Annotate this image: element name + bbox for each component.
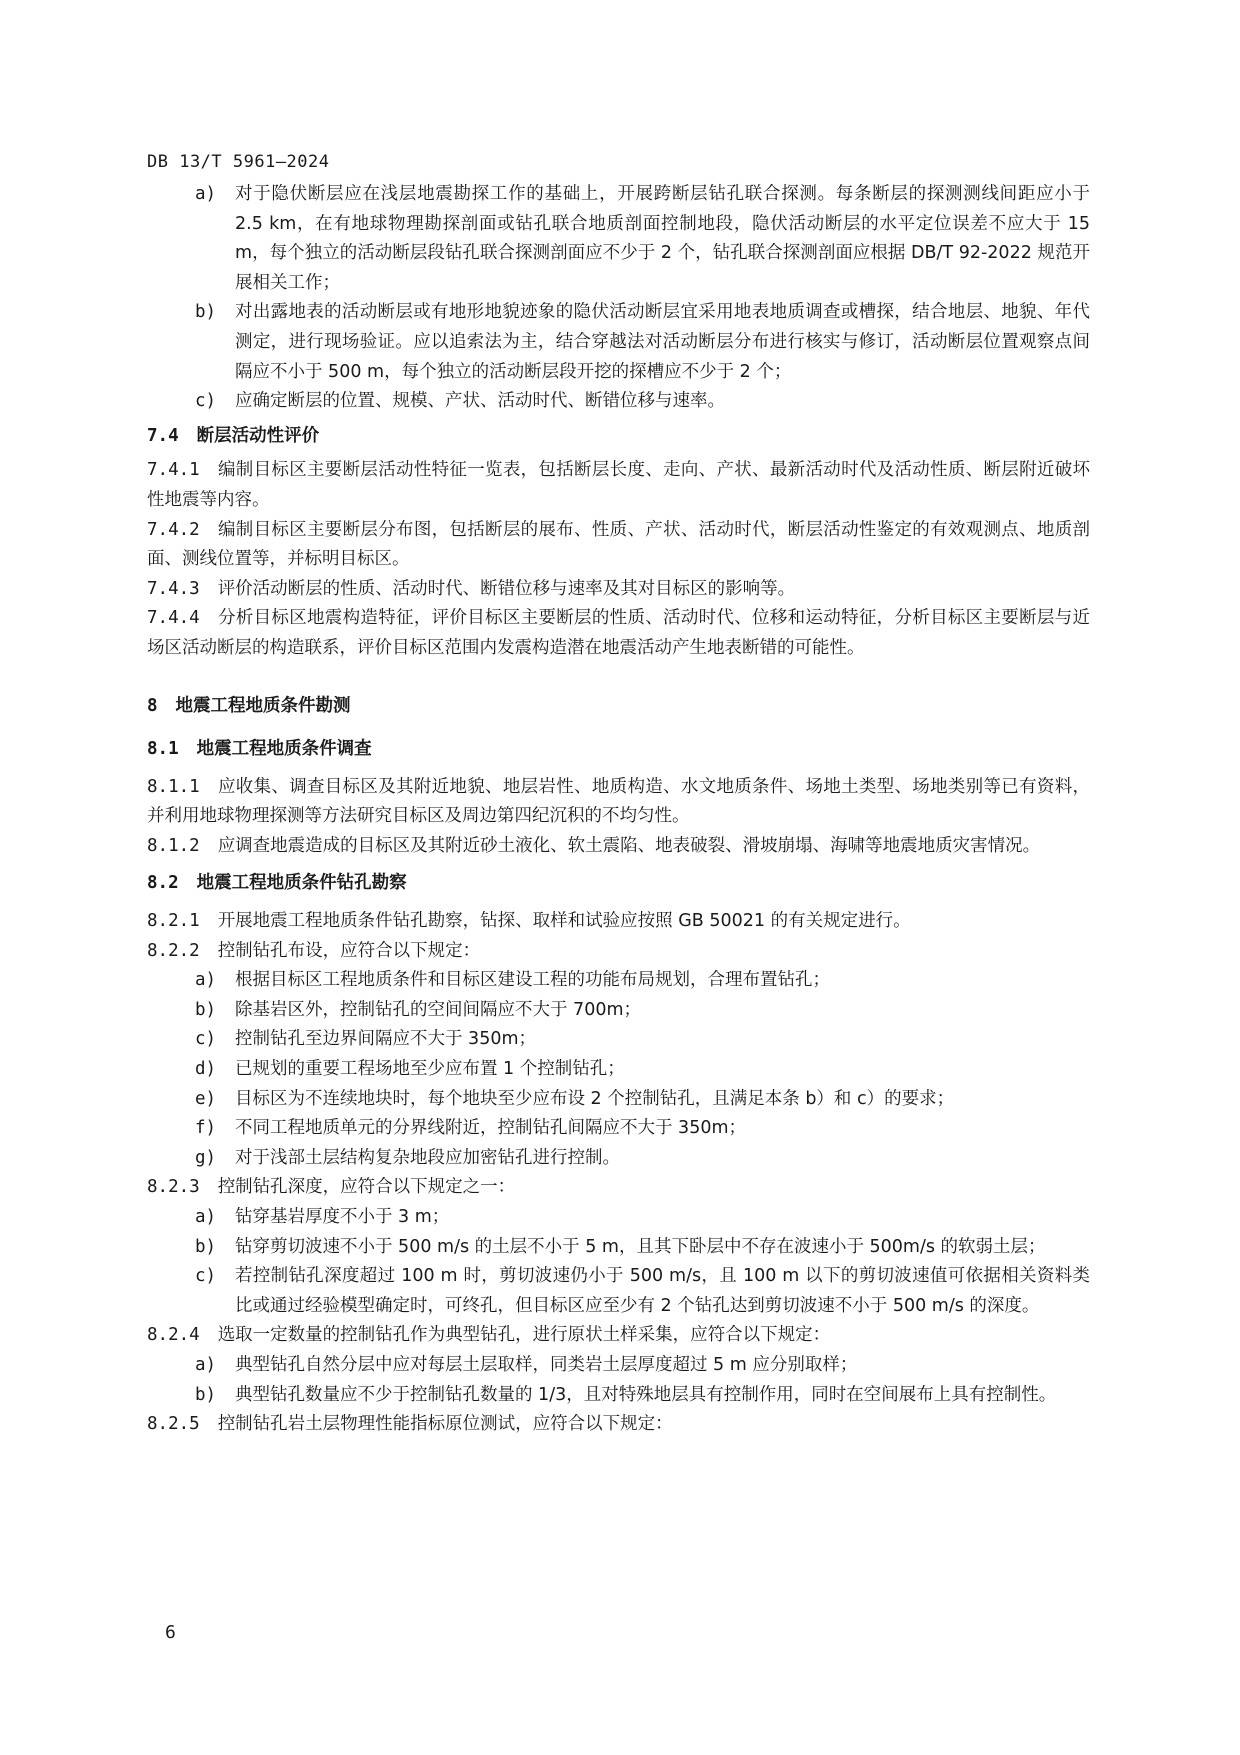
clause-number: 7.4.2: [147, 519, 200, 540]
list-item-text: 钻穿基岩厚度不小于 3 m；: [235, 1207, 450, 1227]
list-item-label: d): [195, 1059, 217, 1080]
clause-8-2-2: [147, 937, 1090, 967]
list-item-label: g): [195, 1147, 217, 1168]
list-item-label: b): [195, 1384, 217, 1405]
clause-text: 应调查地震造成的目标区及其附近砂土液化、软土震陷、地表破裂、滑坡崩塌、海啸等地震地质灾害情况。: [217, 835, 1041, 856]
clause-7-4-3: [147, 575, 1090, 605]
document-id-header: DB 13/T 5961—2024: [147, 152, 330, 172]
clause-text: 编制目标区主要断层分布图，包括断层的展布、性质、产状、活动时代，断层活动性鉴定的有效观测点、地质剖面、测线位置等，并标明目标区。: [147, 519, 1090, 570]
clause-text: 选取一定数量的控制钻孔作为典型钻孔，进行原状土样采集，应符合以下规定：: [217, 1325, 831, 1346]
clause-7-4-4: [147, 604, 1090, 663]
clause-7-4-1: [147, 456, 1090, 515]
list-item-text: 已规划的重要工程场地至少应布置 1 个控制钻孔；: [235, 1059, 625, 1080]
list-item: [147, 1381, 1090, 1411]
list-item-label: a): [195, 970, 217, 991]
list-item-label: c): [195, 1266, 217, 1287]
page-content: [147, 180, 1090, 1440]
page-number: 6: [165, 1622, 176, 1643]
list-item-text: 若控制钻孔深度超过 100 m 时，剪切波速仍小于 500 m/s，且 100 m 以下的剪切波速值可依据相关资料类比或通过经验模型确定时，可终孔，但目标区应至少有 2 个钻孔达到剪切波速不小于 500 m/s 的深度。: [235, 1266, 1090, 1316]
clause-8-1-2: [147, 832, 1090, 862]
clause-8-2-3: [147, 1173, 1090, 1203]
list-item-label: c): [195, 391, 217, 412]
clause-text: 控制钻孔深度，应符合以下规定之一：: [217, 1177, 516, 1198]
section-heading-8-2: [147, 869, 1090, 899]
clause-text: 评价活动断层的性质、活动时代、断错位移与速率及其对目标区的影响等。: [217, 578, 796, 599]
list-item-text: 根据目标区工程地质条件和目标区建设工程的功能布局规划，合理布置钻孔；: [235, 970, 830, 991]
clause-number: 8.2.1: [147, 911, 200, 932]
list-item: [147, 1055, 1090, 1085]
clause-number: 8.2.5: [147, 1414, 200, 1435]
clause-text: 开展地震工程地质条件钻孔勘察，钻探、取样和试验应按照 GB 50021 的有关规定进行。: [217, 911, 911, 932]
clause-7-4-2: [147, 516, 1090, 575]
list-item-label: b): [195, 999, 217, 1020]
section-title: 断层活动性评价: [196, 425, 320, 446]
clause-number: 7.4.3: [147, 578, 200, 599]
chapter-title: 地震工程地质条件勘测: [175, 695, 351, 716]
list-item-label: b): [195, 1236, 217, 1257]
list-item: [147, 180, 1090, 298]
list-item-text: 对出露地表的活动断层或有地形地貌迹象的隐伏活动断层宜采用地表地质调查或槽探，结合地层、地貌、年代测定，进行现场验证。应以追索法为主，结合穿越法对活动断层分布进行核实与修订，活动断层位置观察点间隔应不小于 500 m，每个独立的活动断层段开挖的探槽应不少于 2 个；: [235, 302, 1090, 382]
clause-number: 7.4.1: [147, 460, 200, 481]
list-item-label: a): [195, 1207, 217, 1227]
list-item: [147, 1085, 1090, 1115]
list-item-text: 不同工程地质单元的分界线附近，控制钻孔间隔应不大于 350m；: [235, 1118, 747, 1139]
list-item: [147, 966, 1090, 996]
clause-number: 8.2.2: [147, 940, 200, 961]
clause-8-2-1: [147, 907, 1090, 937]
section-number: 8.2: [147, 873, 179, 894]
clause-8-2-5: [147, 1410, 1090, 1440]
list-item-text: 除基岩区外，控制钻孔的空间间隔应不大于 700m；: [235, 999, 642, 1020]
list-item: [147, 1144, 1090, 1174]
section-number: 7.4: [147, 425, 179, 446]
chapter-heading-8: [147, 692, 1090, 722]
clause-text: 编制目标区主要断层活动性特征一览表，包括断层长度、走向、产状、最新活动时代及活动性质、断层附近破坏性地震等内容。: [147, 460, 1090, 510]
list-item-text: 典型钻孔数量应不少于控制钻孔数量的 1/3，且对特殊地层具有控制作用，同时在空间展布上具有控制性。: [235, 1384, 1057, 1405]
section-heading-8-1: [147, 735, 1090, 765]
clause-text: 应收集、调查目标区及其附近地貌、地层岩性、地质构造、水文地质条件、场地土类型、场地类别等已有资料，并利用地球物理探测等方法研究目标区及周边第四纪沉积的不均匀性。: [147, 776, 1090, 827]
clause-number: 8.2.4: [147, 1325, 200, 1346]
list-item: [147, 996, 1090, 1026]
list-item: [147, 1351, 1090, 1381]
list-item: [147, 1025, 1090, 1055]
list-item-label: e): [195, 1088, 217, 1109]
list-item-text: 钻穿剪切波速不小于 500 m/s 的土层不小于 5 m，且其下卧层中不存在波速小于 500m/s 的软弱土层；: [235, 1236, 1046, 1257]
list-item-text: 控制钻孔至边界间隔应不大于 350m；: [235, 1029, 537, 1050]
list-item: [147, 1203, 1090, 1233]
list-item-text: 目标区为不连续地块时，每个地块至少应布设 2 个控制钻孔，且满足本条 b）和 c）的要求；: [235, 1088, 955, 1109]
list-item-text: 对于浅部土层结构复杂地段应加密钻孔进行控制。: [235, 1147, 620, 1168]
list-item: [147, 1233, 1090, 1263]
clause-number: 7.4.4: [147, 608, 200, 629]
section-title: 地震工程地质条件钻孔勘察: [196, 873, 407, 894]
clause-text: 分析目标区地震构造特征，评价目标区主要断层的性质、活动时代、位移和运动特征，分析目标区主要断层与近场区活动断层的构造联系，评价目标区范围内发震构造潜在地震活动产生地表断错的可能性。: [147, 608, 1090, 658]
list-item-label: a): [195, 184, 217, 204]
clause-number: 8.1.2: [147, 835, 200, 856]
list-item: [147, 1262, 1090, 1321]
clause-text: 控制钻孔岩土层物理性能指标原位测试，应符合以下规定：: [217, 1414, 673, 1435]
list-item: [147, 298, 1090, 387]
chapter-number: 8: [147, 695, 158, 716]
clause-number: 8.1.1: [147, 776, 200, 797]
list-item-text: 典型钻孔自然分层中应对每层土层取样，同类岩土层厚度超过 5 m 应分别取样；: [235, 1354, 858, 1375]
section-number: 8.1: [147, 739, 179, 760]
clause-8-1-1: [147, 773, 1090, 832]
list-item-text: 对于隐伏断层应在浅层地震勘探工作的基础上，开展跨断层钻孔联合探测。每条断层的探测测线间距应小于 2.5 km，在有地球物理勘探剖面或钻孔联合地质剖面控制地段，隐伏活动断层的水平定位误差不应大于 15 m，每个独立的活动断层段钻孔联合探测剖面应不少于 2 个，钻孔联合探测剖面应根据 DB/T 92-2022 规范开展相关工作；: [235, 184, 1090, 293]
list-item-label: a): [195, 1354, 217, 1375]
section-title: 地震工程地质条件调查: [196, 739, 372, 760]
section-heading-7-4: [147, 422, 1090, 452]
list-item-label: f): [195, 1118, 217, 1139]
list-item-label: b): [195, 302, 217, 323]
clause-text: 控制钻孔布设，应符合以下规定：: [217, 940, 481, 961]
list-item: [147, 1114, 1090, 1144]
clause-number: 8.2.3: [147, 1177, 200, 1198]
list-item-label: c): [195, 1029, 217, 1050]
clause-8-2-4: [147, 1321, 1090, 1351]
list-item: [147, 387, 1090, 417]
list-item-text: 应确定断层的位置、规模、产状、活动时代、断错位移与速率。: [235, 391, 725, 412]
